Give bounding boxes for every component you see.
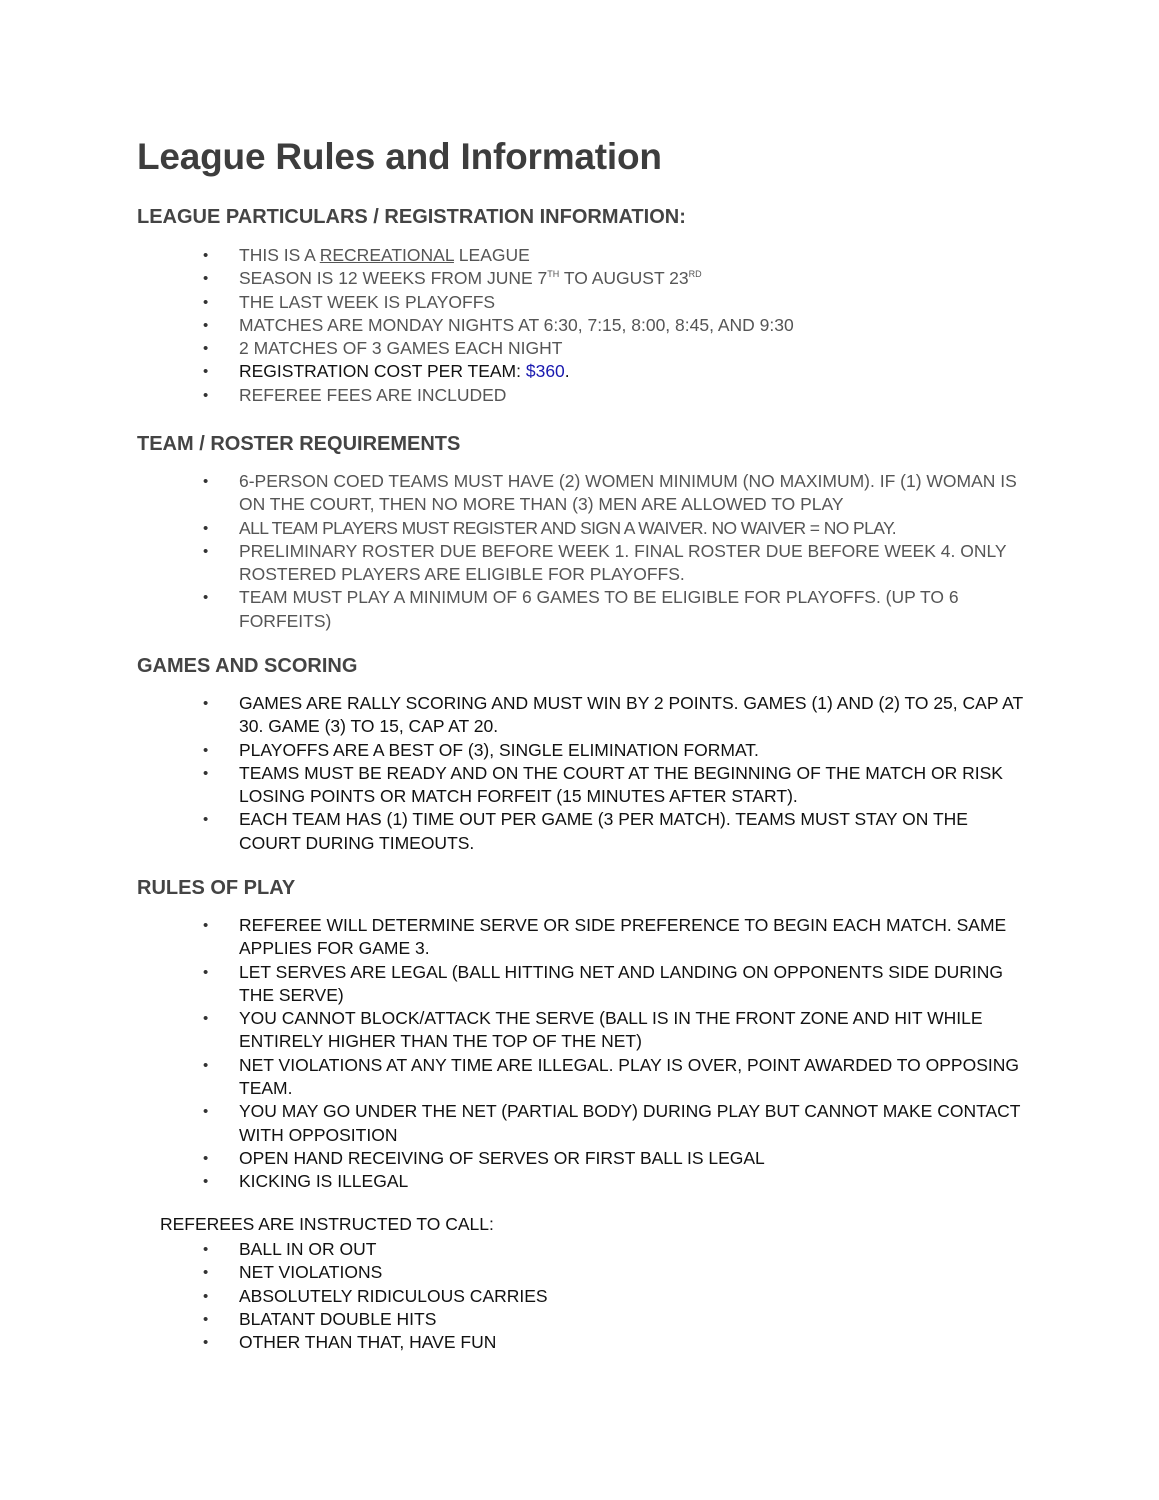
referees-list (0, 1238, 1029, 1354)
list-item: • OPEN HAND RECEIVING OF SERVES OR FIRST BALL IS LEGAL (0, 1147, 1029, 1170)
list-item: • LET SERVES ARE LEGAL (BALL HITTING NET AND LANDING ON OPPONENTS SIDE DURING THE SERVE) (0, 961, 1029, 1008)
recreational-emphasis: RECREATIONAL (319, 245, 454, 265)
section-heading-roster: TEAM / ROSTER REQUIREMENTS (137, 433, 461, 455)
registration-price: $360 (525, 361, 565, 382)
list-item: • TEAM MUST PLAY A MINIMUM OF 6 GAMES TO BE ELIGIBLE FOR PLAYOFFS. (UP TO 6 FORFEITS) (0, 586, 1029, 633)
games-list (0, 692, 1029, 855)
list-item: • REFEREE FEES ARE INCLUDED (0, 384, 1029, 407)
list-item: • THIS IS A RECREATIONAL LEAGUE (0, 244, 1029, 267)
list-item: • THE LAST WEEK IS PLAYOFFS (0, 291, 1029, 314)
list-item: • 6-PERSON COED TEAMS MUST HAVE (2) WOMEN MINIMUM (NO MAXIMUM). IF (1) WOMAN IS ON THE COURT, THEN NO MORE THAN (3) MEN ARE ALLOWED TO PLAY (0, 470, 1029, 517)
list-item: • TEAMS MUST BE READY AND ON THE COURT AT THE BEGINNING OF THE MATCH OR RISK LOSING POINTS OR MATCH FORFEIT (15 MINUTES AFTER START). (0, 762, 1029, 809)
list-item: • 2 MATCHES OF 3 GAMES EACH NIGHT (0, 337, 1029, 360)
list-item: • PLAYOFFS ARE A BEST OF (3), SINGLE ELIMINATION FORMAT. (0, 739, 1029, 762)
list-item: • KICKING IS ILLEGAL (0, 1170, 1029, 1193)
particulars-list (0, 244, 1029, 407)
list-item: • ABSOLUTELY RIDICULOUS CARRIES (0, 1285, 1029, 1308)
list-item: • SEASON IS 12 WEEKS FROM JUNE 7TH TO AUGUST 23RD (0, 267, 1029, 290)
section-heading-particulars: LEAGUE PARTICULARS / REGISTRATION INFORMATION: (137, 206, 686, 228)
list-item: • YOU MAY GO UNDER THE NET (PARTIAL BODY) DURING PLAY BUT CANNOT MAKE CONTACT WITH OPPOSITION (0, 1100, 1029, 1147)
list-item: • MATCHES ARE MONDAY NIGHTS AT 6:30, 7:15, 8:00, 8:45, AND 9:30 (0, 314, 1029, 337)
section-heading-rules: RULES OF PLAY (137, 877, 296, 899)
list-item: • REGISTRATION COST PER TEAM: $360. (0, 360, 1029, 383)
section-heading-games: GAMES AND SCORING (137, 655, 358, 677)
list-item: • OTHER THAN THAT, HAVE FUN (0, 1331, 1029, 1354)
referees-intro: REFEREES ARE INSTRUCTED TO CALL: (160, 1214, 494, 1234)
rules-list (0, 914, 1029, 1194)
list-item: • BALL IN OR OUT (0, 1238, 1029, 1261)
list-item: • NET VIOLATIONS (0, 1261, 1029, 1284)
page-title: League Rules and Information (137, 136, 662, 177)
list-item: • NET VIOLATIONS AT ANY TIME ARE ILLEGAL. PLAY IS OVER, POINT AWARDED TO OPPOSING TEAM. (0, 1054, 1029, 1101)
list-item: • EACH TEAM HAS (1) TIME OUT PER GAME (3 PER MATCH). TEAMS MUST STAY ON THE COURT DURING TIMEOUTS. (0, 808, 1029, 855)
list-item: • YOU CANNOT BLOCK/ATTACK THE SERVE (BALL IS IN THE FRONT ZONE AND HIT WHILE ENTIRELY HIGHER THAN THE TOP OF THE NET) (0, 1007, 1029, 1054)
roster-list (0, 470, 1029, 633)
list-item: • GAMES ARE RALLY SCORING AND MUST WIN BY 2 POINTS. GAMES (1) AND (2) TO 25, CAP AT 30. GAME (3) TO 15, CAP AT 20. (0, 692, 1029, 739)
list-item: • REFEREE WILL DETERMINE SERVE OR SIDE PREFERENCE TO BEGIN EACH MATCH. SAME APPLIES FOR GAME 3. (0, 914, 1029, 961)
list-item: • BLATANT DOUBLE HITS (0, 1308, 1029, 1331)
list-item: • PRELIMINARY ROSTER DUE BEFORE WEEK 1. FINAL ROSTER DUE BEFORE WEEK 4. ONLY ROSTERED PLAYERS ARE ELIGIBLE FOR PLAYOFFS. (0, 540, 1029, 587)
list-item: • ALL TEAM PLAYERS MUST REGISTER AND SIGN A WAIVER. NO WAIVER = NO PLAY. (0, 517, 1029, 540)
